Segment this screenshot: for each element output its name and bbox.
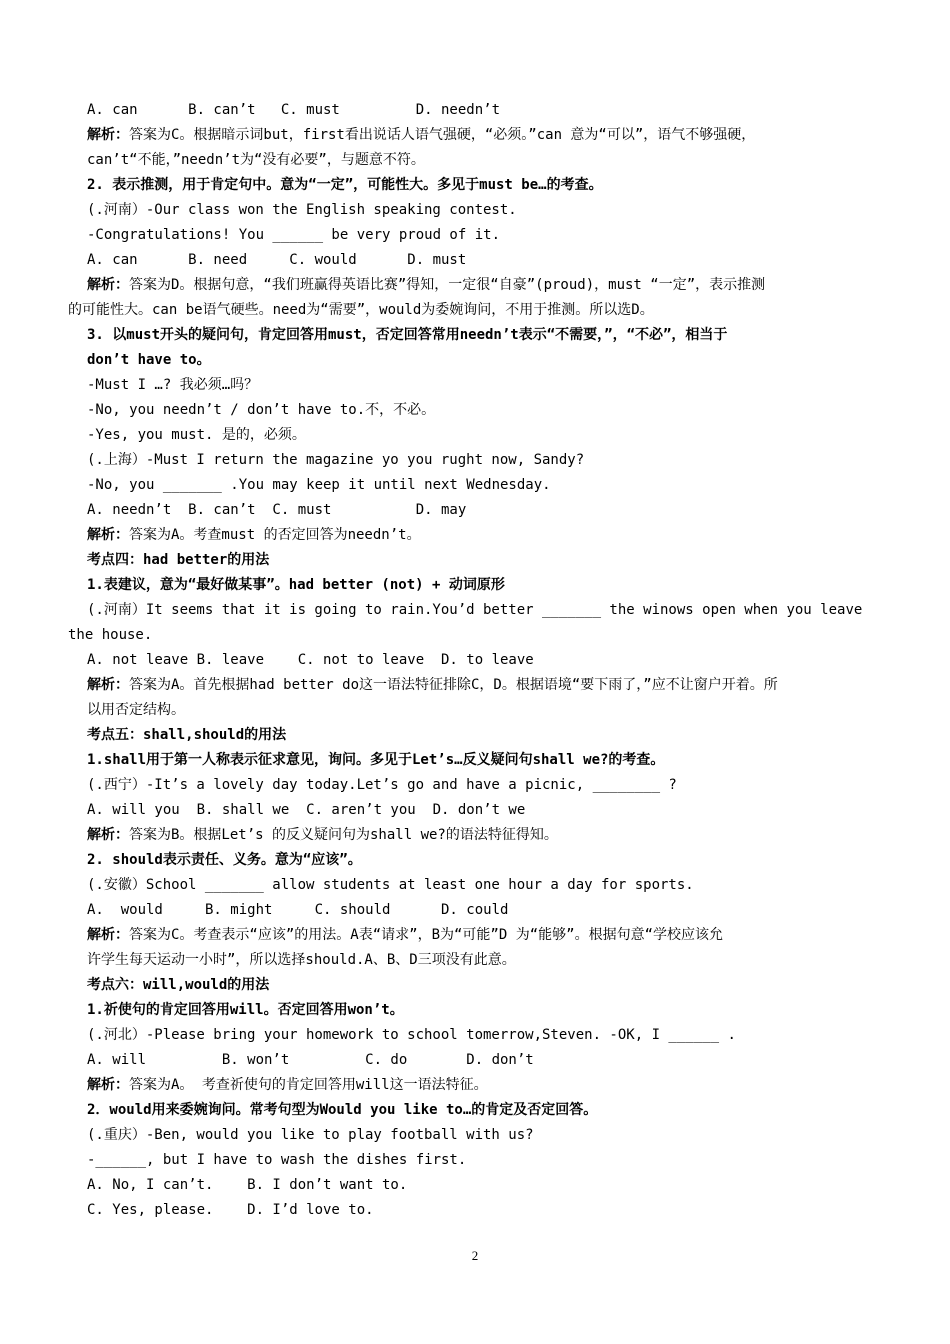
text-line (68, 301, 950, 319)
text-line (87, 976, 950, 994)
text-line (87, 1001, 950, 1019)
text-line (87, 1176, 950, 1194)
line-text: 考点六：will,would的用法 (87, 977, 270, 993)
line-text: 答案为C。考查表示“应该”的用法。A表“请求”，B为“可能”D 为“能够”。根据句意“学校应该允 (129, 927, 723, 943)
text-line (87, 726, 950, 744)
text-line (87, 501, 950, 519)
text-line (87, 601, 950, 619)
line-text: (.西宁）-It’s a lovely day today.Let’s go and have a picnic, ________ ? (87, 777, 677, 793)
text-line (87, 776, 950, 794)
line-text: 答案为A。首先根据had better do这一语法特征排除C，D。根据语境“要下雨了，”应不让窗户开着。所 (129, 677, 778, 693)
line-text: 2. 表示推测，用于肯定句中。意为“一定”，可能性大。多见于must be…的考查。 (87, 177, 603, 193)
line-text: (.安徽）School _______ allow students at least one hour a day for sports. (87, 877, 694, 893)
text-line (87, 1026, 950, 1044)
line-text: 1.表建议，意为“最好做某事”。had better (not) + 动词原形 (87, 577, 505, 593)
line-text: -No, you _______ .You may keep it until next Wednesday. (87, 477, 551, 493)
line-text: -______, but I have to wash the dishes first. (87, 1152, 467, 1168)
line-text: A. needn’t B. can’t C. must D. may (87, 502, 467, 518)
text-line (87, 1126, 950, 1144)
text-line (87, 376, 950, 394)
line-text: A. No, I can’t. B. I don’t want to. (87, 1177, 408, 1193)
text-line (87, 326, 950, 344)
line-text: the house. (68, 627, 153, 643)
text-line (87, 926, 950, 944)
page-number: 2 (471, 1248, 479, 1263)
line-text: 1.祈使句的肯定回答用will。否定回答用won’t。 (87, 1002, 404, 1018)
line-text: 答案为A。考查must 的否定回答为needn’t。 (129, 527, 421, 543)
line-text: 考点五：shall,should的用法 (87, 727, 287, 743)
line-text: don’t have to。 (87, 352, 211, 368)
text-line (87, 226, 950, 244)
line-text: A. can B. need C. would D. must (87, 252, 467, 268)
line-text: 1.shall用于第一人称表示征求意见，询问。多见于Let’s…反义疑问句shall we?的考查。 (87, 752, 665, 768)
line-text: A. would B. might C. should D. could (87, 902, 509, 918)
line-text: can’t“不能，”needn’t为“没有必要”，与题意不符。 (87, 152, 425, 168)
text-line (87, 476, 950, 494)
text-line (87, 351, 950, 369)
text-line (87, 126, 950, 144)
text-line (87, 951, 950, 969)
text-line (87, 801, 950, 819)
text-line (87, 176, 950, 194)
text-line (87, 151, 950, 169)
line-text: C. Yes, please. D. I’d love to. (87, 1202, 374, 1218)
line-text: A. will you B. shall we C. aren’t you D. don’t we (87, 802, 526, 818)
line-text: 许学生每天运动一小时”，所以选择should.A、B、D三项没有此意。 (87, 952, 516, 968)
line-text: 的可能性大。can be语气硬些。need为“需要”，would为委婉询问，不用于推测。所以选D。 (68, 302, 654, 318)
line-text: (.上海）-Must I return the magazine yo you rught now, Sandy? (87, 452, 585, 468)
text-line (87, 101, 950, 119)
line-text: (.重庆）-Ben, would you like to play football with us? (87, 1127, 534, 1143)
text-line (87, 876, 950, 894)
text-line (87, 526, 950, 544)
text-line (87, 1201, 950, 1219)
line-text: (.河北）-Please bring your homework to school tomerrow,Steven. -OK, I ______ . (87, 1027, 736, 1043)
text-line (87, 1151, 950, 1169)
text-line (87, 551, 950, 569)
text-line (87, 201, 950, 219)
text-line (87, 826, 950, 844)
text-line (87, 1051, 950, 1069)
text-line (87, 1101, 950, 1119)
analysis-label: 解析： (87, 827, 129, 843)
line-text: 答案为C。根据暗示词but，first看出说话人语气强硬，“必须。”can 意为“可以”，语气不够强硬， (129, 127, 756, 143)
line-text: -No, you needn’t / don’t have to.不，不必。 (87, 402, 436, 418)
text-line (87, 676, 950, 694)
text-line (87, 251, 950, 269)
text-line (87, 576, 950, 594)
line-text: 考点四：had better的用法 (87, 552, 270, 568)
text-line (87, 1076, 950, 1094)
line-text: 以用否定结构。 (87, 702, 185, 718)
line-text: 2. should表示责任、义务。意为“应该”。 (87, 852, 362, 868)
analysis-label: 解析： (87, 927, 129, 943)
analysis-label: 解析： (87, 677, 129, 693)
text-line (87, 901, 950, 919)
text-line (87, 751, 950, 769)
analysis-label: 解析： (87, 527, 129, 543)
text-line (87, 401, 950, 419)
line-text: 答案为D。根据句意，“我们班赢得英语比赛”得知，一定很“自豪”(proud)，must “一定”，表示推测 (129, 277, 766, 293)
line-text: -Congratulations! You ______ be very proud of it. (87, 227, 501, 243)
line-text: -Yes, you must. 是的，必须。 (87, 427, 306, 443)
line-text: 3. 以must开头的疑问句，肯定回答用must，否定回答常用needn’t表示“不需要，”，“不必”，相当于 (87, 327, 728, 343)
text-line (68, 626, 950, 644)
text-line (87, 701, 950, 719)
text-line (87, 426, 950, 444)
text-line (87, 651, 950, 669)
line-text: 答案为B。根据Let’s 的反义疑问句为shall we?的语法特征得知。 (129, 827, 558, 843)
line-text: A. can B. can’t C. must D. needn’t (87, 102, 501, 118)
text-line (87, 276, 950, 294)
line-text: (.河南）-Our class won the English speaking contest. (87, 202, 517, 218)
text-line (87, 851, 950, 869)
line-text: (.河南）It seems that it is going to rain.You’d better _______ the winows open when you leave (87, 602, 863, 618)
line-text: 2．would用来委婉询问。常考句型为Would you like to…的肯定及否定回答。 (87, 1102, 598, 1118)
line-text: 答案为A。 考查祈使句的肯定回答用will这一语法特征。 (129, 1077, 488, 1093)
line-text: A. will B. won’t C. do D. don’t (87, 1052, 534, 1068)
analysis-label: 解析： (87, 1077, 129, 1093)
line-text: -Must I …? 我必须…吗？ (87, 377, 259, 393)
text-line (87, 451, 950, 469)
analysis-label: 解析： (87, 277, 129, 293)
line-text: A. not leave B. leave C. not to leave D. to leave (87, 652, 534, 668)
analysis-label: 解析： (87, 127, 129, 143)
